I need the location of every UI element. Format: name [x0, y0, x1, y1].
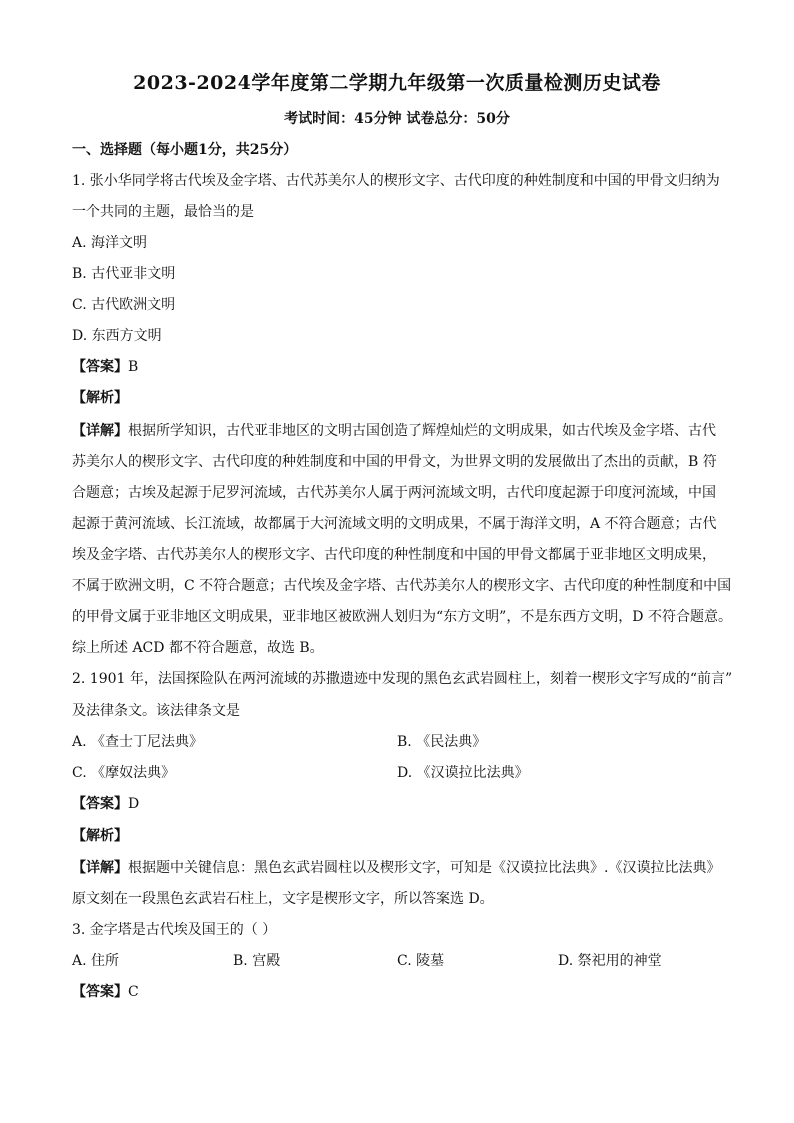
q1-detail-line6: 不属于欧洲文明，C 不符合题意；古代埃及金字塔、古代苏美尔人的楔形文字、古代印度的种性制度和中国 — [72, 578, 732, 594]
answer-tag: 【答案】 — [72, 796, 128, 812]
q2-option-b: B. 《民法典》 — [397, 734, 487, 750]
q3-option-b: B. 宫殿 — [233, 953, 281, 969]
detail-text: 根据题中关键信息：黑色玄武岩圆柱以及楔形文字，可知是《汉谟拉比法典》.《汉谟拉比法典》 — [128, 860, 721, 876]
q3-option-a: A. 住所 — [72, 953, 120, 969]
q2-analysis-tag: 【解析】 — [72, 828, 128, 844]
detail-tag: 【详解】 — [72, 423, 128, 439]
q1-answer — [72, 357, 138, 377]
q2-detail-line1 — [72, 858, 720, 878]
answer-value: D — [128, 796, 140, 812]
q1-detail-line3: 合题意；古埃及起源于尼罗河流域，古代苏美尔人属于两河流域文明，古代印度起源于印度河流域，中国 — [72, 485, 716, 501]
q1-detail-line5: 埃及金字塔、古代苏美尔人的楔形文字、古代印度的种性制度和中国的甲骨文都属于亚非地区文明成果， — [72, 547, 716, 563]
exam-subtitle: 考试时间：45分钟 试卷总分：50分 — [284, 111, 510, 127]
q1-option-d: D. 东西方文明 — [72, 328, 162, 344]
q3-option-d: D. 祭祀用的神堂 — [558, 953, 662, 969]
detail-text: 根据所学知识，古代亚非地区的文明古国创造了辉煌灿烂的文明成果，如古代埃及金字塔、古代 — [128, 423, 716, 439]
q1-analysis-tag: 【解析】 — [72, 390, 128, 406]
q2-option-a: A. 《查士丁尼法典》 — [72, 734, 204, 750]
q1-option-c: C. 古代欧洲文明 — [72, 297, 176, 313]
q1-detail-line4: 起源于黄河流域、长江流域，故都属于大河流域文明的文明成果，不属于海洋文明，A 不符合题意；古代 — [72, 516, 717, 532]
q1-detail-line1 — [72, 421, 716, 441]
answer-tag: 【答案】 — [72, 984, 128, 1000]
q2-answer — [72, 794, 139, 814]
q2-option-d: D. 《汉谟拉比法典》 — [397, 765, 529, 781]
answer-tag: 【答案】 — [72, 359, 128, 375]
section-heading: 一、选择题（每小题1分，共25分） — [72, 142, 298, 158]
q1-detail-line7: 的甲骨文属于亚非地区文明成果，亚非地区被欧洲人划归为“东方文明”，不是东西方文明，D 不符合题意。 — [72, 609, 732, 625]
q3-option-c: C. 陵墓 — [397, 953, 445, 969]
q1-detail-line2: 苏美尔人的楔形文字、古代印度的种姓制度和中国的甲骨文，为世界文明的发展做出了杰出的贡献，B 符 — [72, 454, 717, 470]
q2-option-c: C. 《摩奴法典》 — [72, 765, 176, 781]
detail-tag: 【详解】 — [72, 860, 128, 876]
q1-detail-line8: 综上所述 ACD 都不符合题意，故选 B。 — [72, 640, 324, 656]
q1-option-a: A. 海洋文明 — [72, 235, 148, 251]
q2-detail-line2: 原文刻在一段黑色玄武岩石柱上，文字是楔形文字，所以答案选 D。 — [72, 891, 494, 907]
q3-options-row — [72, 951, 732, 971]
answer-value: B — [128, 359, 139, 375]
q2-stem-line1: 2. 1901 年，法国探险队在两河流域的苏撒遗迹中发现的黑色玄武岩圆柱上，刻着一楔形文字写成的“前言” — [72, 671, 733, 687]
answer-value: C — [128, 984, 139, 1000]
q2-options-row2 — [72, 763, 732, 783]
q3-stem: 3. 金字塔是古代埃及国王的（ ） — [72, 922, 277, 938]
q2-options-row1 — [72, 732, 732, 752]
q2-stem-line2: 及法律条文。该法律条文是 — [72, 703, 240, 719]
q1-stem-line2: 一个共同的主题，最恰当的是 — [72, 204, 254, 220]
q3-answer — [72, 982, 139, 1002]
q1-option-b: B. 古代亚非文明 — [72, 266, 176, 282]
q1-stem-line1: 1. 张小华同学将古代埃及金字塔、古代苏美尔人的楔形文字、古代印度的种姓制度和中国的甲骨文归纳为 — [72, 173, 720, 189]
exam-title: 2023-2024学年度第二学期九年级第一次质量检测历史试卷 — [133, 72, 661, 94]
